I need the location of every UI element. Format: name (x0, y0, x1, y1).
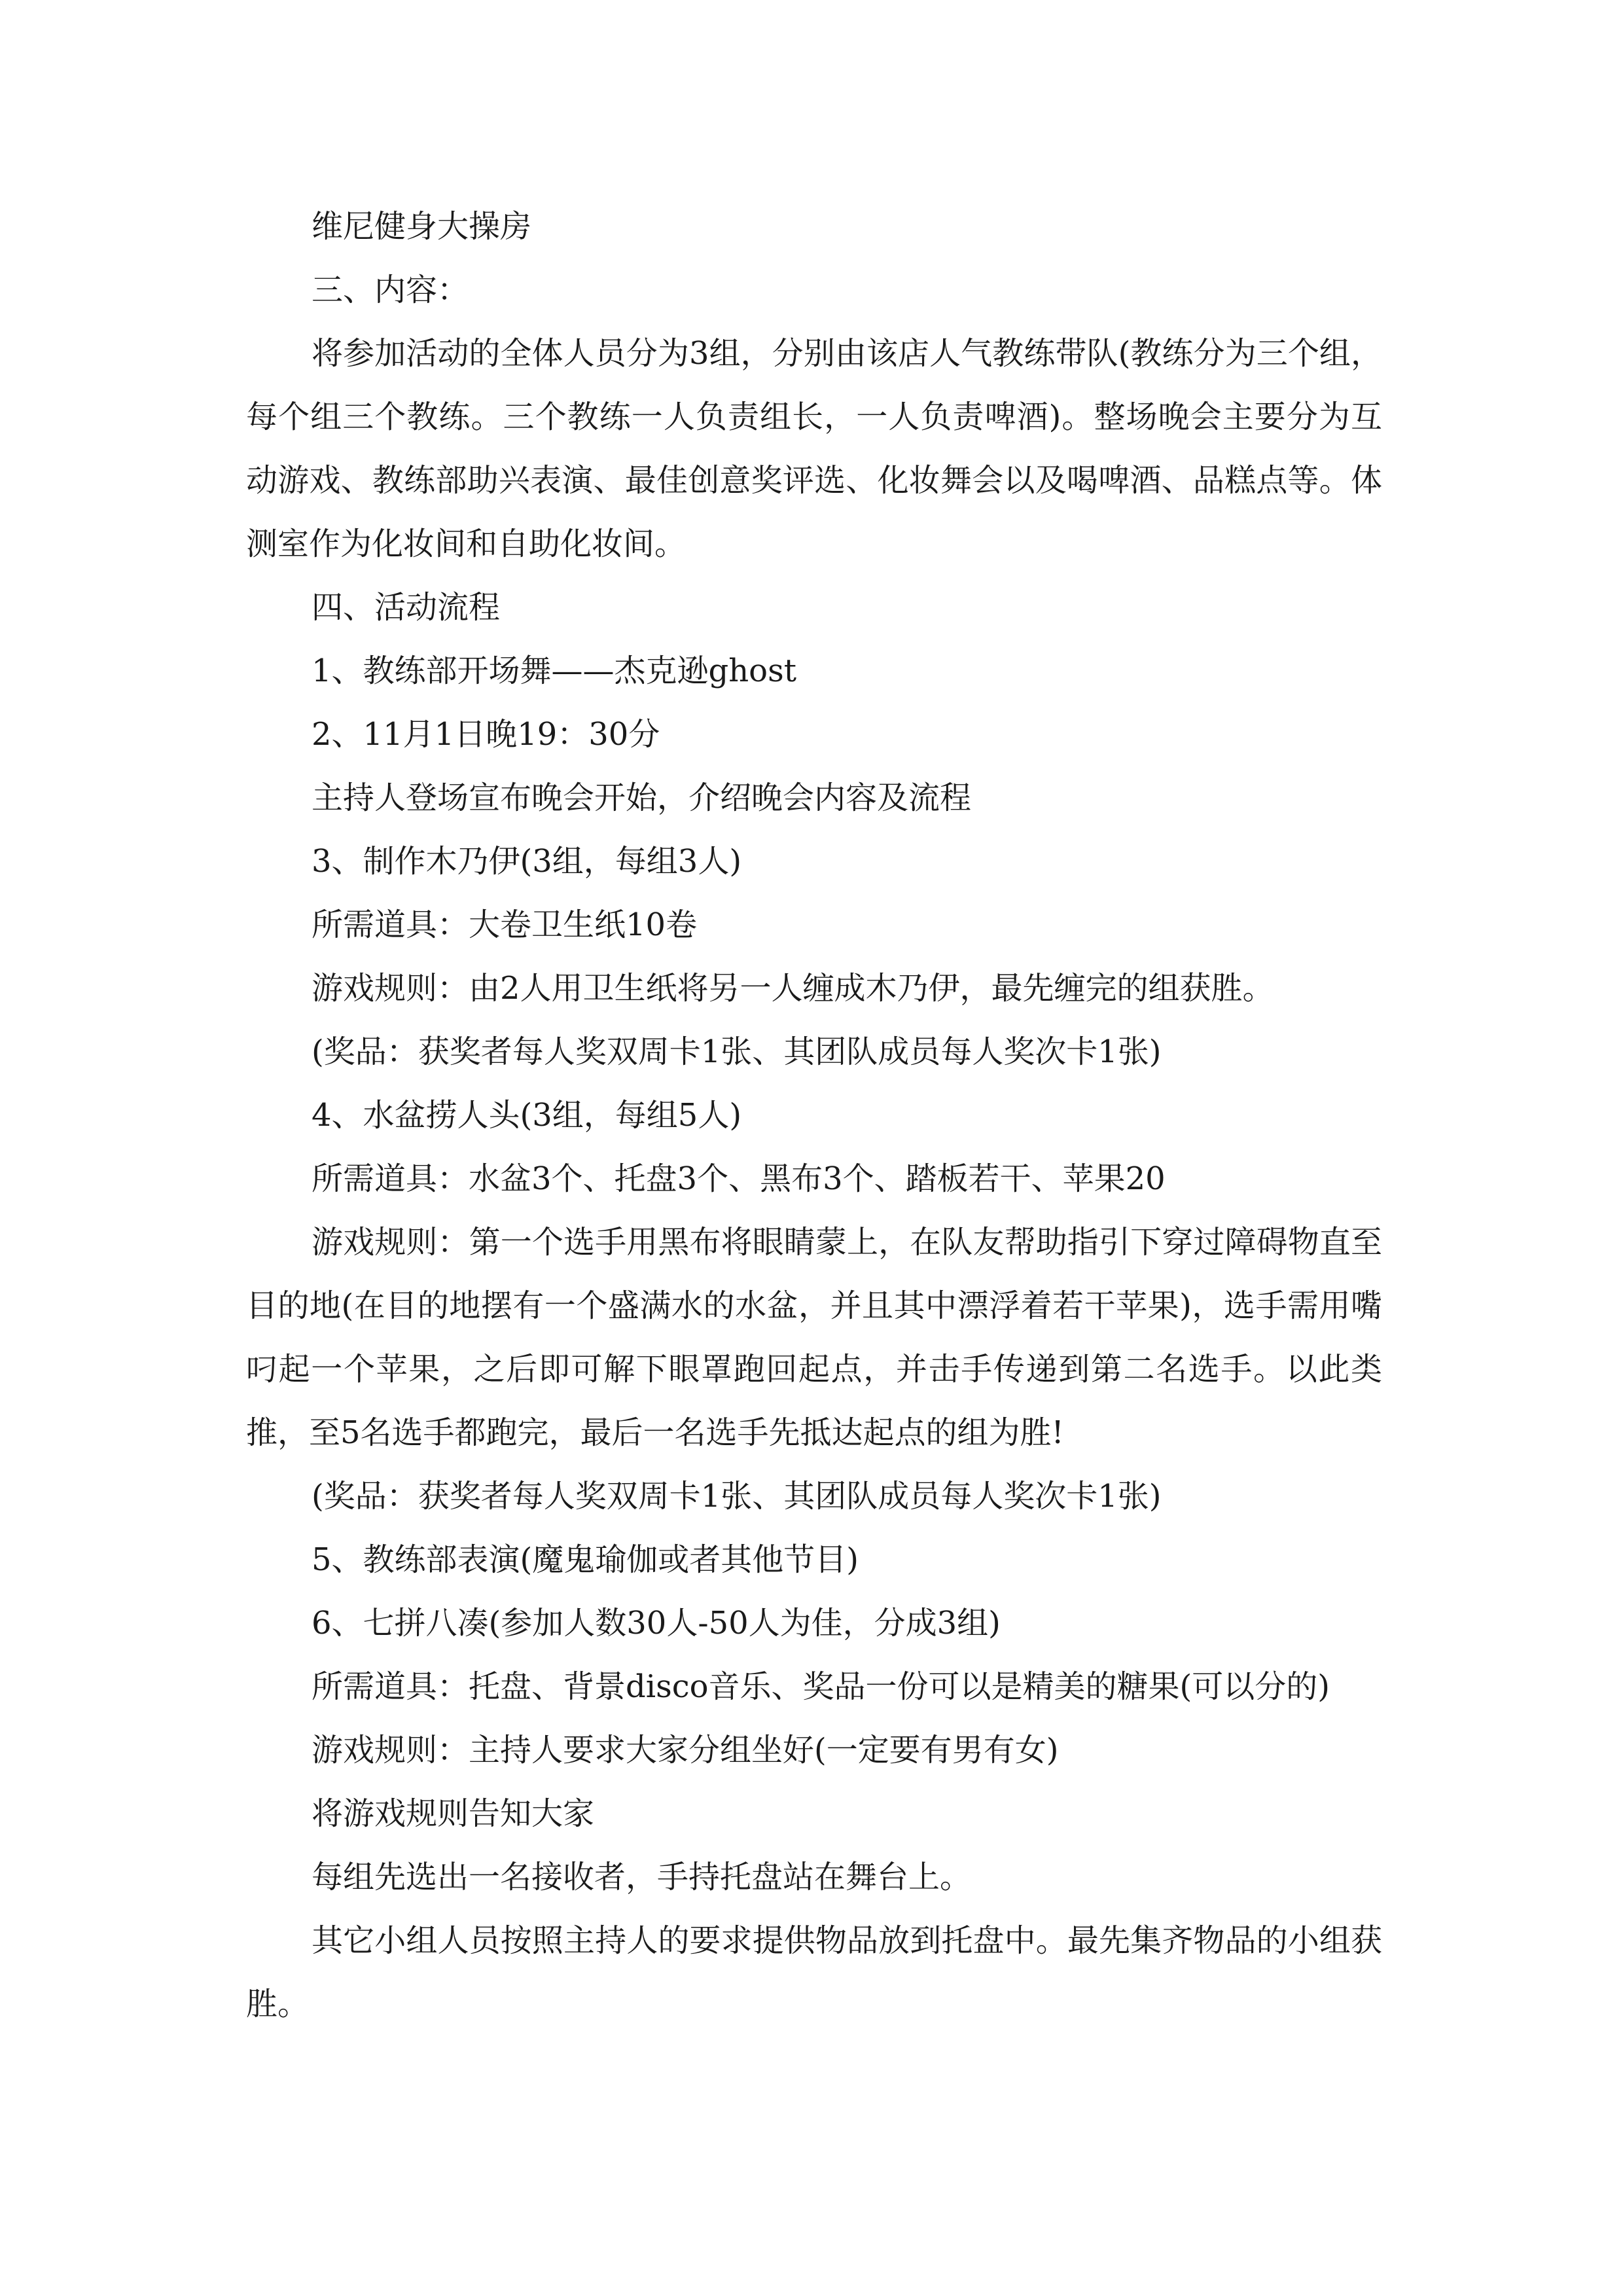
rules-announce-line: 将游戏规则告知大家 (312, 1795, 595, 1832)
collect-items-paragraph: 其它小组人员按照主持人的要求提供物品放到托盘中。最先集齐物品的小组获胜。 (246, 1922, 1382, 2022)
section-heading-content: 三、内容： (312, 272, 469, 308)
props-line-6: 所需道具：托盘、背景disco音乐、奖品一份可以是精美的糖果(可以分的) (312, 1668, 1330, 1705)
prize-line-4: (奖品：获奖者每人奖双周卡1张、其团队成员每人奖次卡1张) (312, 1478, 1162, 1515)
prize-line-3: (奖品：获奖者每人奖双周卡1张、其团队成员每人奖次卡1张) (312, 1033, 1162, 1070)
process-item-6: 6、七拼八凑(参加人数30人-50人为佳，分成3组) (312, 1605, 1001, 1641)
document-body (246, 195, 1382, 2036)
props-line-3: 所需道具：大卷卫生纸10卷 (312, 906, 698, 943)
rules-line-6: 游戏规则：主持人要求大家分组坐好(一定要有男有女) (312, 1732, 1059, 1768)
process-item-5: 5、教练部表演(魔鬼瑜伽或者其他节目) (312, 1541, 859, 1578)
process-item-1: 1、教练部开场舞——杰克逊ghost (312, 653, 797, 689)
receiver-line: 每组先选出一名接收者，手持托盘站在舞台上。 (312, 1859, 972, 1895)
content-paragraph: 将参加活动的全体人员分为3组，分别由该店人气教练带队(教练分为三个组，每个组三个教练。三个教练一人负责组长，一人负责啤酒)。整场晚会主要分为互动游戏、教练部助兴表演、最佳创意奖评选、化妆舞会以及喝啤酒、品糕点等。体测室作为化妆间和自助化妆间。 (246, 335, 1382, 562)
venue-line: 维尼健身大操房 (312, 208, 532, 245)
host-opening-line: 主持人登场宣布晚会开始，介绍晚会内容及流程 (312, 780, 972, 816)
rules-paragraph-4: 游戏规则：第一个选手用黑布将眼睛蒙上，在队友帮助指引下穿过障碍物直至目的地(在目的地摆有一个盛满水的水盆，并且其中漂浮着若干苹果)，选手需用嘴叼起一个苹果，之后即可解下眼罩跑回起点，并击手传递到第二名选手。以此类推，至5名选手都跑完，最后一名选手先抵达起点的组为胜! (246, 1224, 1382, 1451)
process-item-4: 4、水盆捞人头(3组，每组5人) (312, 1097, 742, 1134)
section-heading-process: 四、活动流程 (312, 589, 501, 626)
process-item-2: 2、11月1日晚19：30分 (312, 716, 660, 753)
process-item-3: 3、制作木乃伊(3组，每组3人) (312, 843, 742, 880)
props-line-4: 所需道具：水盆3个、托盘3个、黑布3个、踏板若干、苹果20 (312, 1160, 1166, 1197)
rules-line-3: 游戏规则：由2人用卫生纸将另一人缠成木乃伊，最先缠完的组获胜。 (312, 970, 1274, 1007)
